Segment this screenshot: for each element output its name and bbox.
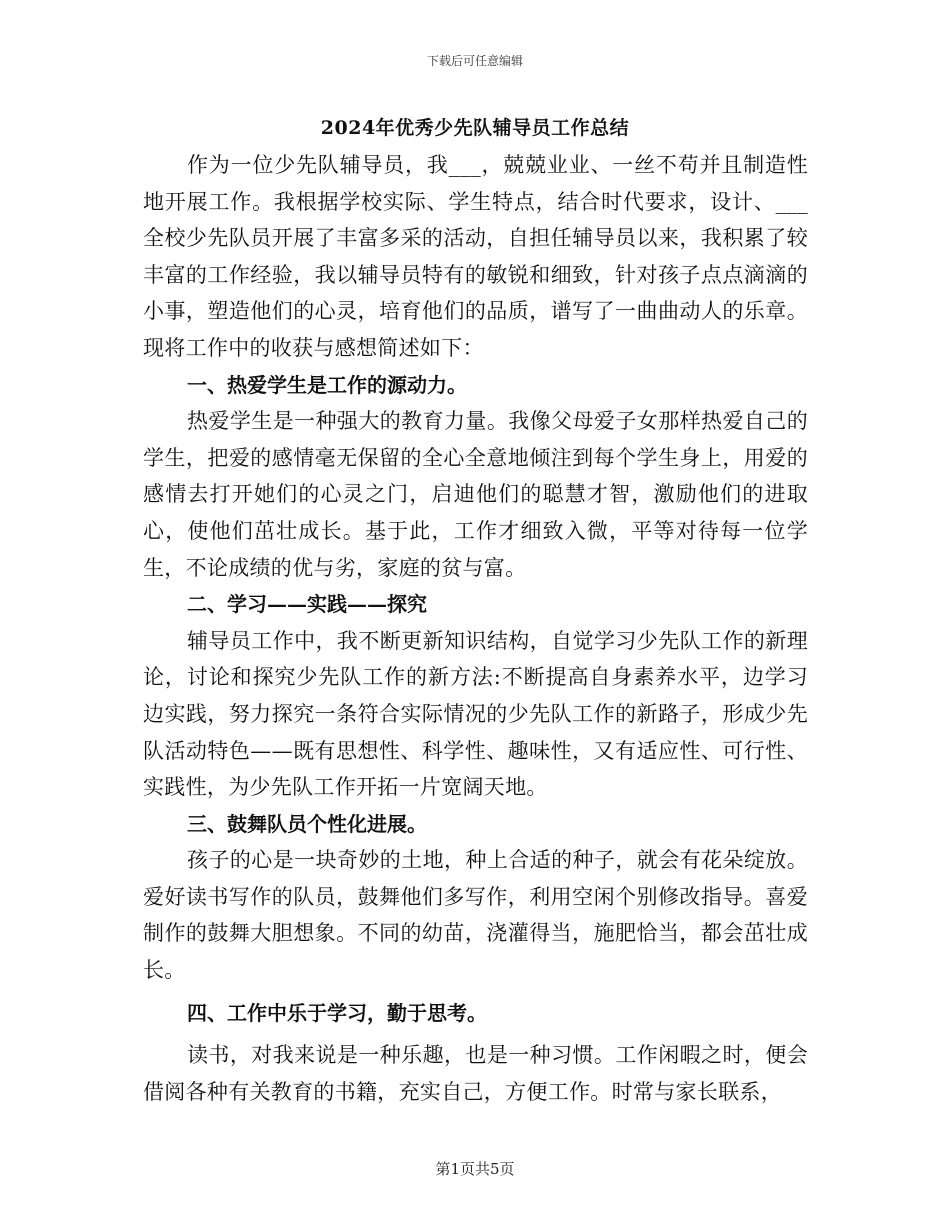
document-title: 2024年优秀少先队辅导员工作总结 [320,117,630,139]
section-body-4: 读书，对我来说是一种乐趣，也是一种习惯。工作闲暇之时，便会借阅各种有关教育的书籍，充实自己，方便工作。时常与家长联系， [143,1043,808,1104]
intro-paragraph: 作为一位少先队辅导员，我___，兢兢业业、一丝不苟并且制造性地开展工作。我根据学校实际、学生特点，结合时代要求，设计、___全校少先队员开展了丰富多采的活动，自担任辅导员以来，我积累了较丰富的工作经验，我以辅导员特有的敏锐和细致，针对孩子点点滴滴的小事，塑造他们的心灵，培育他们的品质，谱写了一曲曲动人的乐章。现将工作中的收获与感想简述如下： [143,153,808,360]
section-body-3: 孩子的心是一块奇妙的土地，种上合适的种子，就会有花朵绽放。爱好读书写作的队员，鼓舞他们多写作，利用空闲个别修改指导。喜爱制作的鼓舞大胆想象。不同的幼苗，浇灌得当，施肥恰当，都会茁壮成长。 [143,848,808,983]
section-heading-1: 一、热爱学生是工作的源动力。 [187,372,467,397]
header-note: 下载后可任意编辑 [426,54,523,68]
section-heading-2: 二、学习——实践——探究 [187,592,427,617]
document-body [143,147,808,1110]
section-heading-3: 三、鼓舞队员个性化进展。 [187,811,427,836]
section-body-1: 热爱学生是一种强大的教育力量。我像父母爱子女那样热爱自己的学生，把爱的感情毫无保留的全心全意地倾注到每个学生身上，用爱的感情去打开她们的心灵之门，启迪他们的聪慧才智，激励他们的进取心，使他们茁壮成长。基于此，工作才细致入微，平等对待每一位学生，不论成绩的优与劣，家庭的贫与富。 [143,409,808,580]
page-number: 第1页共5页 [435,1160,515,1178]
section-heading-4: 四、工作中乐于学习，勤于思考。 [187,1000,487,1025]
section-body-2: 辅导员工作中，我不断更新知识结构，自觉学习少先队工作的新理论，讨论和探究少先队工作的新方法:不断提高自身素养水平，边学习边实践，努力探究一条符合实际情况的少先队工作的新路子，形成少先队活动特色——既有思想性、科学性、趣味性，又有适应性、可行性、实践性，为少先队工作开拓一片宽阔天地。 [143,628,808,800]
